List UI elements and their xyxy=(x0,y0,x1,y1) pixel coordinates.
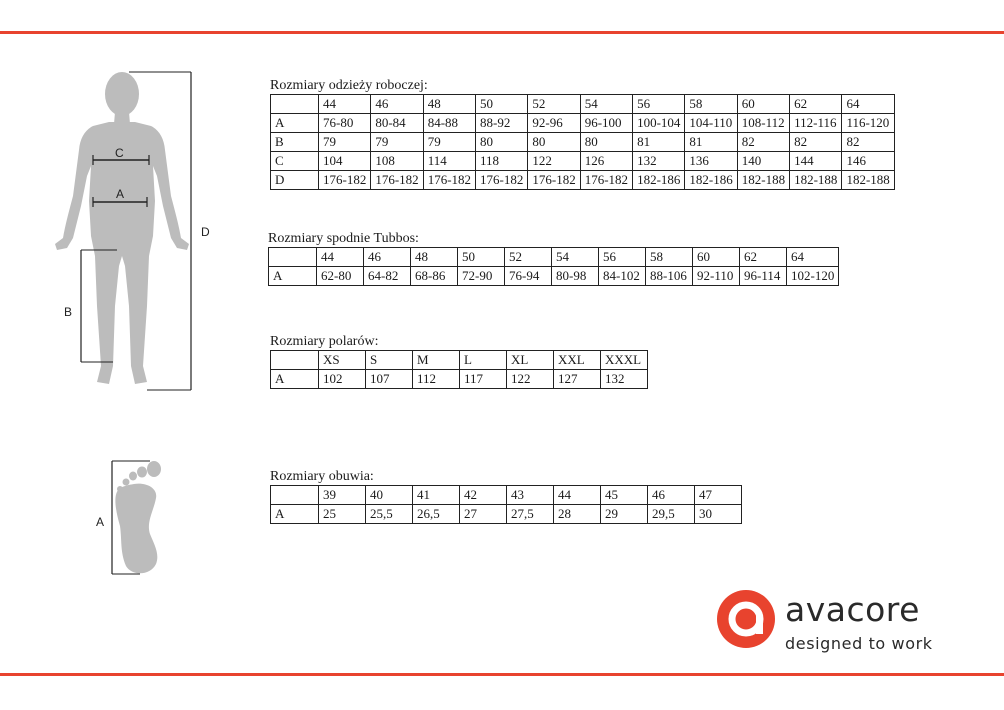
size-header-cell: 58 xyxy=(685,95,737,114)
value-cell: 182-188 xyxy=(790,171,842,190)
size-header-cell: 50 xyxy=(458,248,505,267)
size-header-cell: 54 xyxy=(580,95,632,114)
size-header-cell: 41 xyxy=(413,486,460,505)
corner-cell xyxy=(269,248,317,267)
size-header-cell: 44 xyxy=(319,95,371,114)
value-cell: 102 xyxy=(319,370,366,389)
table-row xyxy=(269,267,839,286)
value-cell: 64-82 xyxy=(364,267,411,286)
size-header-cell: 48 xyxy=(423,95,475,114)
value-cell: 144 xyxy=(790,152,842,171)
workwear-size-table xyxy=(270,94,895,190)
value-cell: 88-106 xyxy=(646,267,693,286)
workwear-table-title: Rozmiary odzieży roboczej: xyxy=(270,78,428,93)
value-cell: 176-182 xyxy=(476,171,528,190)
table-row xyxy=(271,114,895,133)
value-cell: 79 xyxy=(423,133,475,152)
corner-cell xyxy=(271,95,319,114)
value-cell: 118 xyxy=(476,152,528,171)
value-cell: 80 xyxy=(528,133,580,152)
size-header-cell: 50 xyxy=(476,95,528,114)
row-label-cell: A xyxy=(269,267,317,286)
foot-illustration xyxy=(90,456,180,581)
size-header-cell: XXL xyxy=(554,351,601,370)
label-a: A xyxy=(116,187,125,201)
value-cell: 176-182 xyxy=(528,171,580,190)
size-header-cell: 58 xyxy=(646,248,693,267)
row-label-cell: D xyxy=(271,171,319,190)
value-cell: 29,5 xyxy=(648,505,695,524)
value-cell: 62-80 xyxy=(317,267,364,286)
value-cell: 140 xyxy=(737,152,789,171)
value-cell: 114 xyxy=(423,152,475,171)
fleece-table-title: Rozmiary polarów: xyxy=(270,334,379,349)
value-cell: 112 xyxy=(413,370,460,389)
value-cell: 79 xyxy=(319,133,371,152)
value-cell: 132 xyxy=(601,370,648,389)
value-cell: 79 xyxy=(371,133,423,152)
size-header-cell: XXXL xyxy=(601,351,648,370)
value-cell: 28 xyxy=(554,505,601,524)
table-row xyxy=(271,370,648,389)
value-cell: 182-186 xyxy=(685,171,737,190)
trousers-size-table xyxy=(268,247,839,286)
value-cell: 104-110 xyxy=(685,114,737,133)
size-header-cell: 44 xyxy=(317,248,364,267)
label-b: B xyxy=(64,305,73,319)
value-cell: 176-182 xyxy=(423,171,475,190)
value-cell: 117 xyxy=(460,370,507,389)
value-cell: 80 xyxy=(580,133,632,152)
table-row xyxy=(271,171,895,190)
bottom-accent-rule xyxy=(0,673,1004,676)
size-header-cell: 56 xyxy=(633,95,685,114)
size-header-cell: 40 xyxy=(366,486,413,505)
shoes-table-title: Rozmiary obuwia: xyxy=(270,469,374,484)
value-cell: 96-100 xyxy=(580,114,632,133)
value-cell: 26,5 xyxy=(413,505,460,524)
value-cell: 80 xyxy=(476,133,528,152)
size-header-cell: 54 xyxy=(552,248,599,267)
size-header-cell: 64 xyxy=(842,95,894,114)
value-cell: 132 xyxy=(633,152,685,171)
size-header-cell: 64 xyxy=(787,248,839,267)
size-header-cell: 52 xyxy=(505,248,552,267)
value-cell: 30 xyxy=(695,505,742,524)
size-header-cell: 45 xyxy=(601,486,648,505)
value-cell: 72-90 xyxy=(458,267,505,286)
value-cell: 182-188 xyxy=(737,171,789,190)
brand-name: avacore xyxy=(785,590,920,629)
value-cell: 76-94 xyxy=(505,267,552,286)
fleece-size-section xyxy=(270,334,648,389)
value-cell: 81 xyxy=(685,133,737,152)
row-label-cell: B xyxy=(271,133,319,152)
size-header-cell: 62 xyxy=(740,248,787,267)
fleece-header-row xyxy=(271,351,648,370)
table-row xyxy=(271,505,742,524)
value-cell: 29 xyxy=(601,505,648,524)
corner-cell xyxy=(271,486,319,505)
size-header-cell: XL xyxy=(507,351,554,370)
size-header-cell: 46 xyxy=(371,95,423,114)
size-header-cell: S xyxy=(366,351,413,370)
value-cell: 146 xyxy=(842,152,894,171)
value-cell: 88-92 xyxy=(476,114,528,133)
value-cell: 122 xyxy=(528,152,580,171)
value-cell: 27,5 xyxy=(507,505,554,524)
value-cell: 27 xyxy=(460,505,507,524)
trousers-table-title: Rozmiary spodnie Tubbos: xyxy=(268,231,419,246)
value-cell: 107 xyxy=(366,370,413,389)
value-cell: 176-182 xyxy=(371,171,423,190)
size-header-cell: L xyxy=(460,351,507,370)
value-cell: 182-188 xyxy=(842,171,894,190)
workwear-size-section xyxy=(270,78,895,190)
value-cell: 80-84 xyxy=(371,114,423,133)
value-cell: 108-112 xyxy=(737,114,789,133)
value-cell: 182-186 xyxy=(633,171,685,190)
trousers-size-section xyxy=(268,231,839,286)
table-row xyxy=(271,152,895,171)
size-header-cell: 52 xyxy=(528,95,580,114)
row-label-cell: C xyxy=(271,152,319,171)
value-cell: 112-116 xyxy=(790,114,842,133)
value-cell: 126 xyxy=(580,152,632,171)
value-cell: 100-104 xyxy=(633,114,685,133)
top-accent-rule xyxy=(0,31,1004,34)
size-header-cell: 44 xyxy=(554,486,601,505)
value-cell: 76-80 xyxy=(319,114,371,133)
table-row xyxy=(271,133,895,152)
row-label-cell: A xyxy=(271,505,319,524)
value-cell: 96-114 xyxy=(740,267,787,286)
size-header-cell: 46 xyxy=(364,248,411,267)
row-label-cell: A xyxy=(271,114,319,133)
value-cell: 122 xyxy=(507,370,554,389)
size-header-cell: M xyxy=(413,351,460,370)
row-label-cell: A xyxy=(271,370,319,389)
size-header-cell: 56 xyxy=(599,248,646,267)
value-cell: 92-110 xyxy=(693,267,740,286)
size-header-cell: 47 xyxy=(695,486,742,505)
size-header-cell: 42 xyxy=(460,486,507,505)
size-header-cell: 48 xyxy=(411,248,458,267)
value-cell: 176-182 xyxy=(580,171,632,190)
value-cell: 104 xyxy=(319,152,371,171)
avacore-logo-icon xyxy=(715,588,777,650)
value-cell: 127 xyxy=(554,370,601,389)
value-cell: 82 xyxy=(842,133,894,152)
value-cell: 81 xyxy=(633,133,685,152)
foot-diagram xyxy=(90,456,180,581)
value-cell: 92-96 xyxy=(528,114,580,133)
value-cell: 80-98 xyxy=(552,267,599,286)
value-cell: 84-102 xyxy=(599,267,646,286)
value-cell: 116-120 xyxy=(842,114,894,133)
value-cell: 84-88 xyxy=(423,114,475,133)
shoes-size-section xyxy=(270,469,742,524)
label-d: D xyxy=(201,225,210,239)
brand-tagline: designed to work xyxy=(785,634,933,653)
shoes-size-table xyxy=(270,485,742,524)
size-header-cell: 60 xyxy=(693,248,740,267)
shoes-header-row xyxy=(271,486,742,505)
value-cell: 25 xyxy=(319,505,366,524)
body-silhouette-illustration xyxy=(45,66,220,396)
fleece-size-table xyxy=(270,350,648,389)
body-diagram xyxy=(45,66,220,396)
workwear-header-row xyxy=(271,95,895,114)
size-header-cell: XS xyxy=(319,351,366,370)
value-cell: 102-120 xyxy=(787,267,839,286)
size-header-cell: 62 xyxy=(790,95,842,114)
size-header-cell: 39 xyxy=(319,486,366,505)
size-header-cell: 46 xyxy=(648,486,695,505)
trousers-header-row xyxy=(269,248,839,267)
foot-label-a: A xyxy=(96,515,105,529)
value-cell: 25,5 xyxy=(366,505,413,524)
label-c: C xyxy=(115,146,124,160)
value-cell: 68-86 xyxy=(411,267,458,286)
size-header-cell: 60 xyxy=(737,95,789,114)
value-cell: 176-182 xyxy=(319,171,371,190)
value-cell: 82 xyxy=(790,133,842,152)
brand-logo xyxy=(715,586,975,666)
value-cell: 108 xyxy=(371,152,423,171)
corner-cell xyxy=(271,351,319,370)
value-cell: 136 xyxy=(685,152,737,171)
value-cell: 82 xyxy=(737,133,789,152)
size-header-cell: 43 xyxy=(507,486,554,505)
